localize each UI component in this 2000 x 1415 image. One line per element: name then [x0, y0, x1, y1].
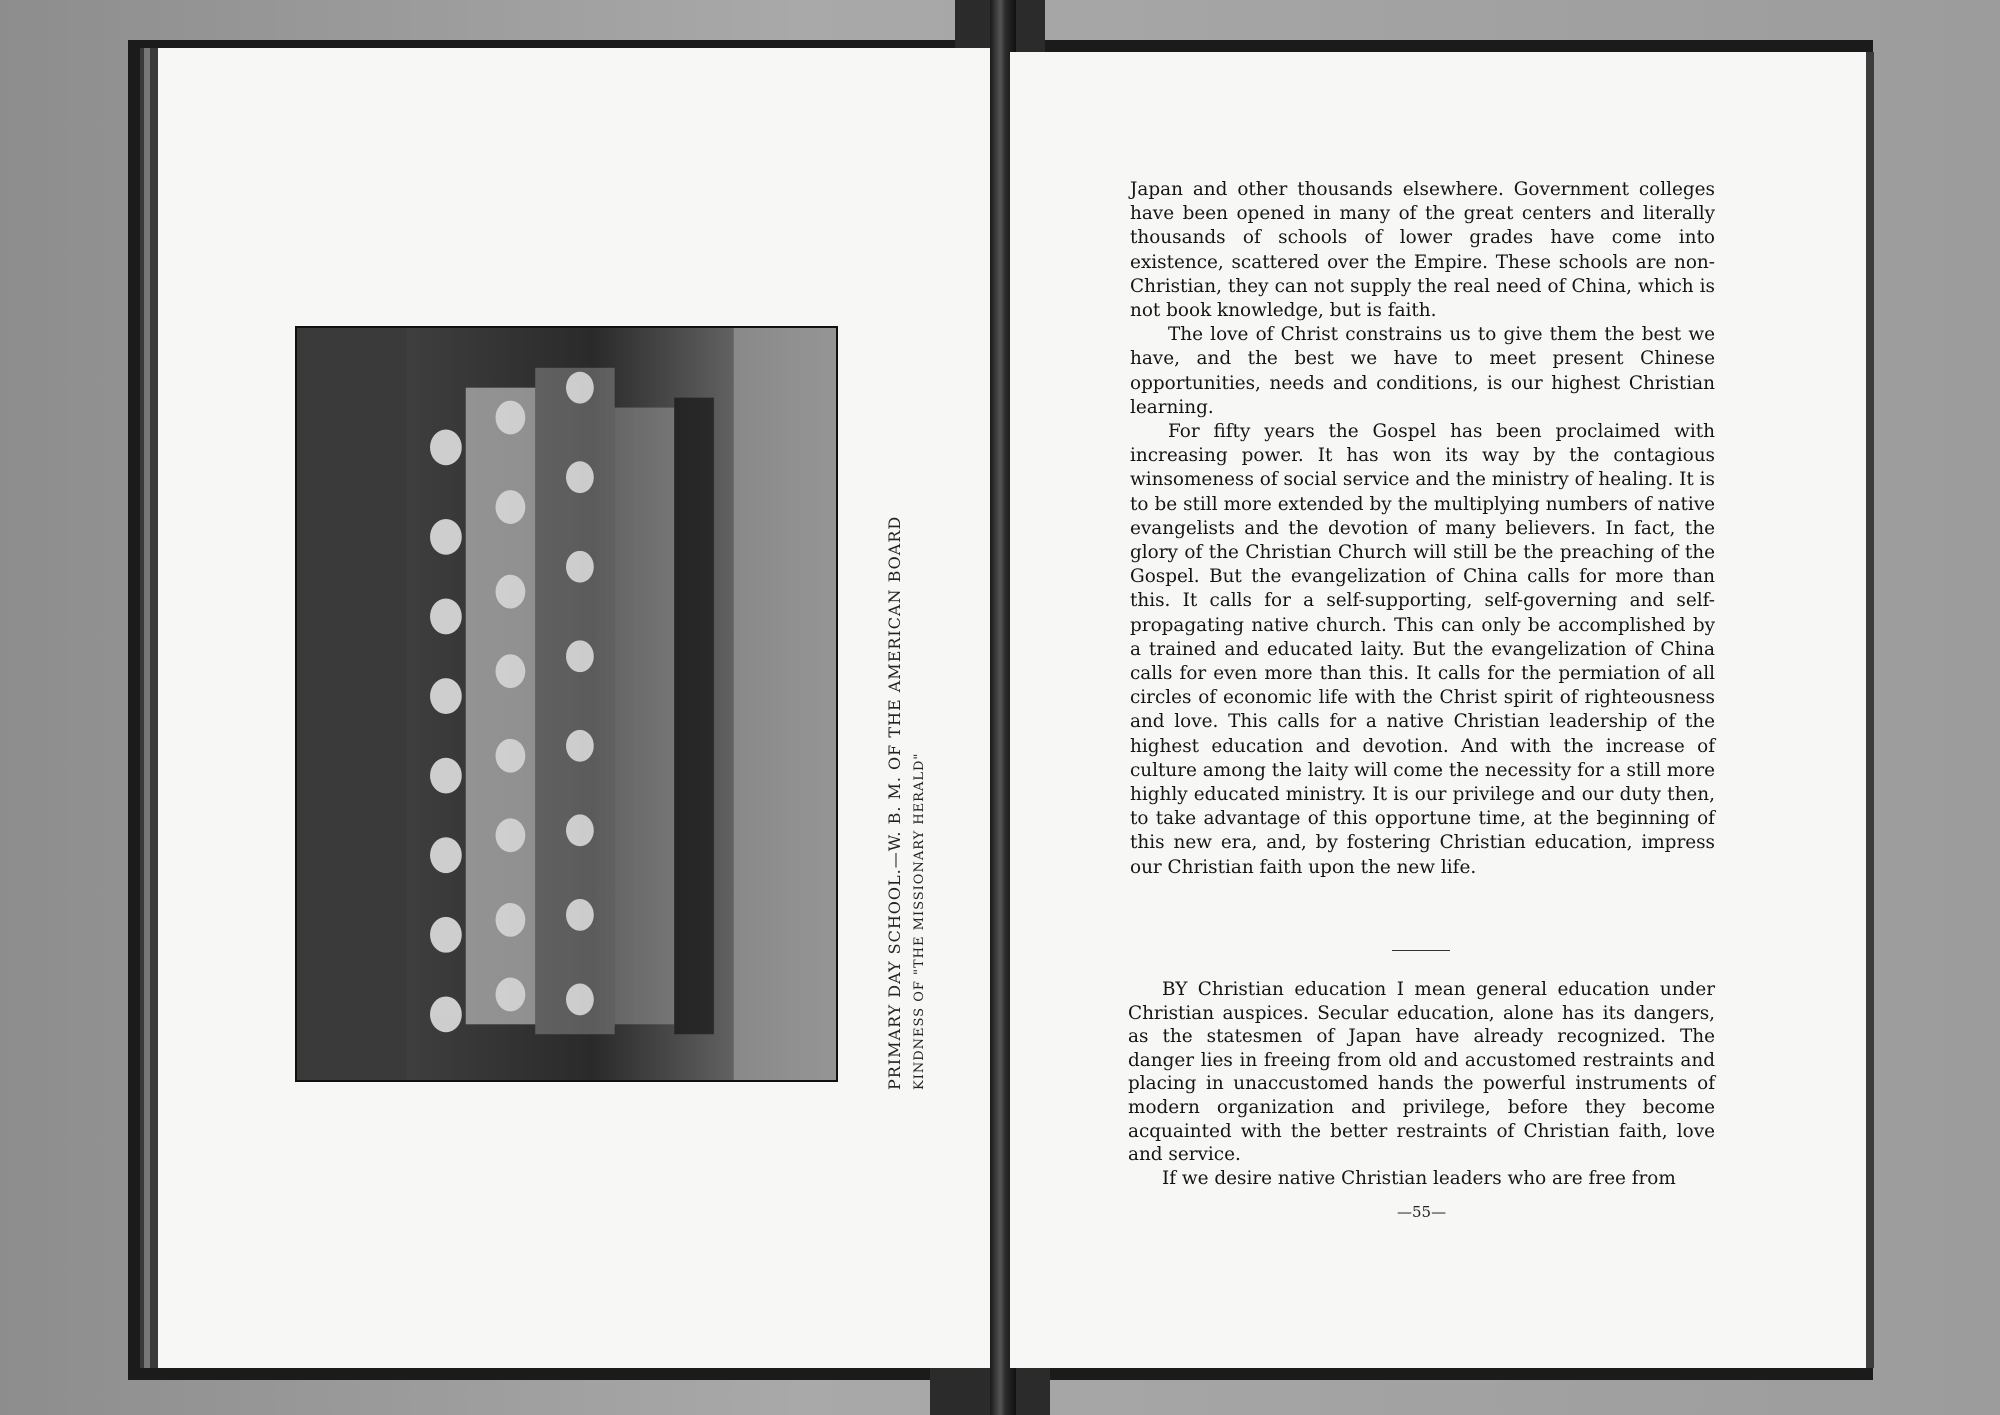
section-divider	[1392, 950, 1450, 951]
page-edge	[144, 48, 150, 1368]
school-group-photo	[295, 326, 838, 1082]
body-text-section-2	[1128, 978, 1715, 1190]
paragraph: For fifty years the Gospel has been proclaimed with increasing power. It has won its way by the contagious winsomeness of social service and the ministry of healing. It is to be still more extended by the multiplying numbers of native evangelists and the devotion of many believers. In fact, the glory of the Christian Church will still be the preaching of the Gospel. But the evangelization of China calls for more than this. It calls for a self-supporting, self-governing and self-propagating native church. This can only be accomplished by a trained and educated laity. But the evangelization of China calls for even more than this. It calls for the permiation of all circles of economic life with the Christ spirit of righteousness and love. This calls for a native Christian leadership of the highest education and devotion. And with the increase of culture among the laity will come the necessity for a still more highly educated ministry. It is our privilege and our duty then, to take advantage of this opportune time, at the beginning of this new era, and, by fostering Christian education, impress our Christian faith upon the new life.	[1130, 421, 1715, 878]
caption-title: PRIMARY DAY SCHOOL.—W. B. M. OF THE AMERICAN BOARD	[885, 515, 904, 1090]
paragraph: BY Christian education I mean general education under Christian auspices. Secular education, alone has its dangers, as the statesmen of Japan have already recognized. The danger lies in freeing from old and accustomed restraints and placing in unaccustomed hands the powerful instruments of modern organization and privilege, before they become acquainted with the better restraints of Christian faith, love and service.	[1128, 979, 1715, 1166]
photo-image	[297, 328, 836, 1080]
body-text	[1130, 178, 1715, 880]
photo-caption	[885, 516, 927, 1090]
paragraph: The love of Christ constrains us to give them the best we have, and the best we have to meet present Chinese opportunities, needs and conditions, is our highest Christian learning.	[1130, 324, 1715, 418]
paragraph: Japan and other thousands elsewhere. Government colleges have been opened in many of the great centers and literally thousands of schools of lower grades have come into existence, scattered over the Empire. These schools are non-Christian, they can not supply the real need of China, which is not book knowledge, but is faith.	[1130, 179, 1715, 322]
paragraph: If we desire native Christian leaders who are free from	[1162, 1167, 1676, 1189]
page-edge-right	[1866, 52, 1874, 1368]
caption-credit: KINDNESS OF "THE MISSIONARY HERALD"	[912, 752, 927, 1090]
page-number: —55—	[1397, 1203, 1447, 1221]
